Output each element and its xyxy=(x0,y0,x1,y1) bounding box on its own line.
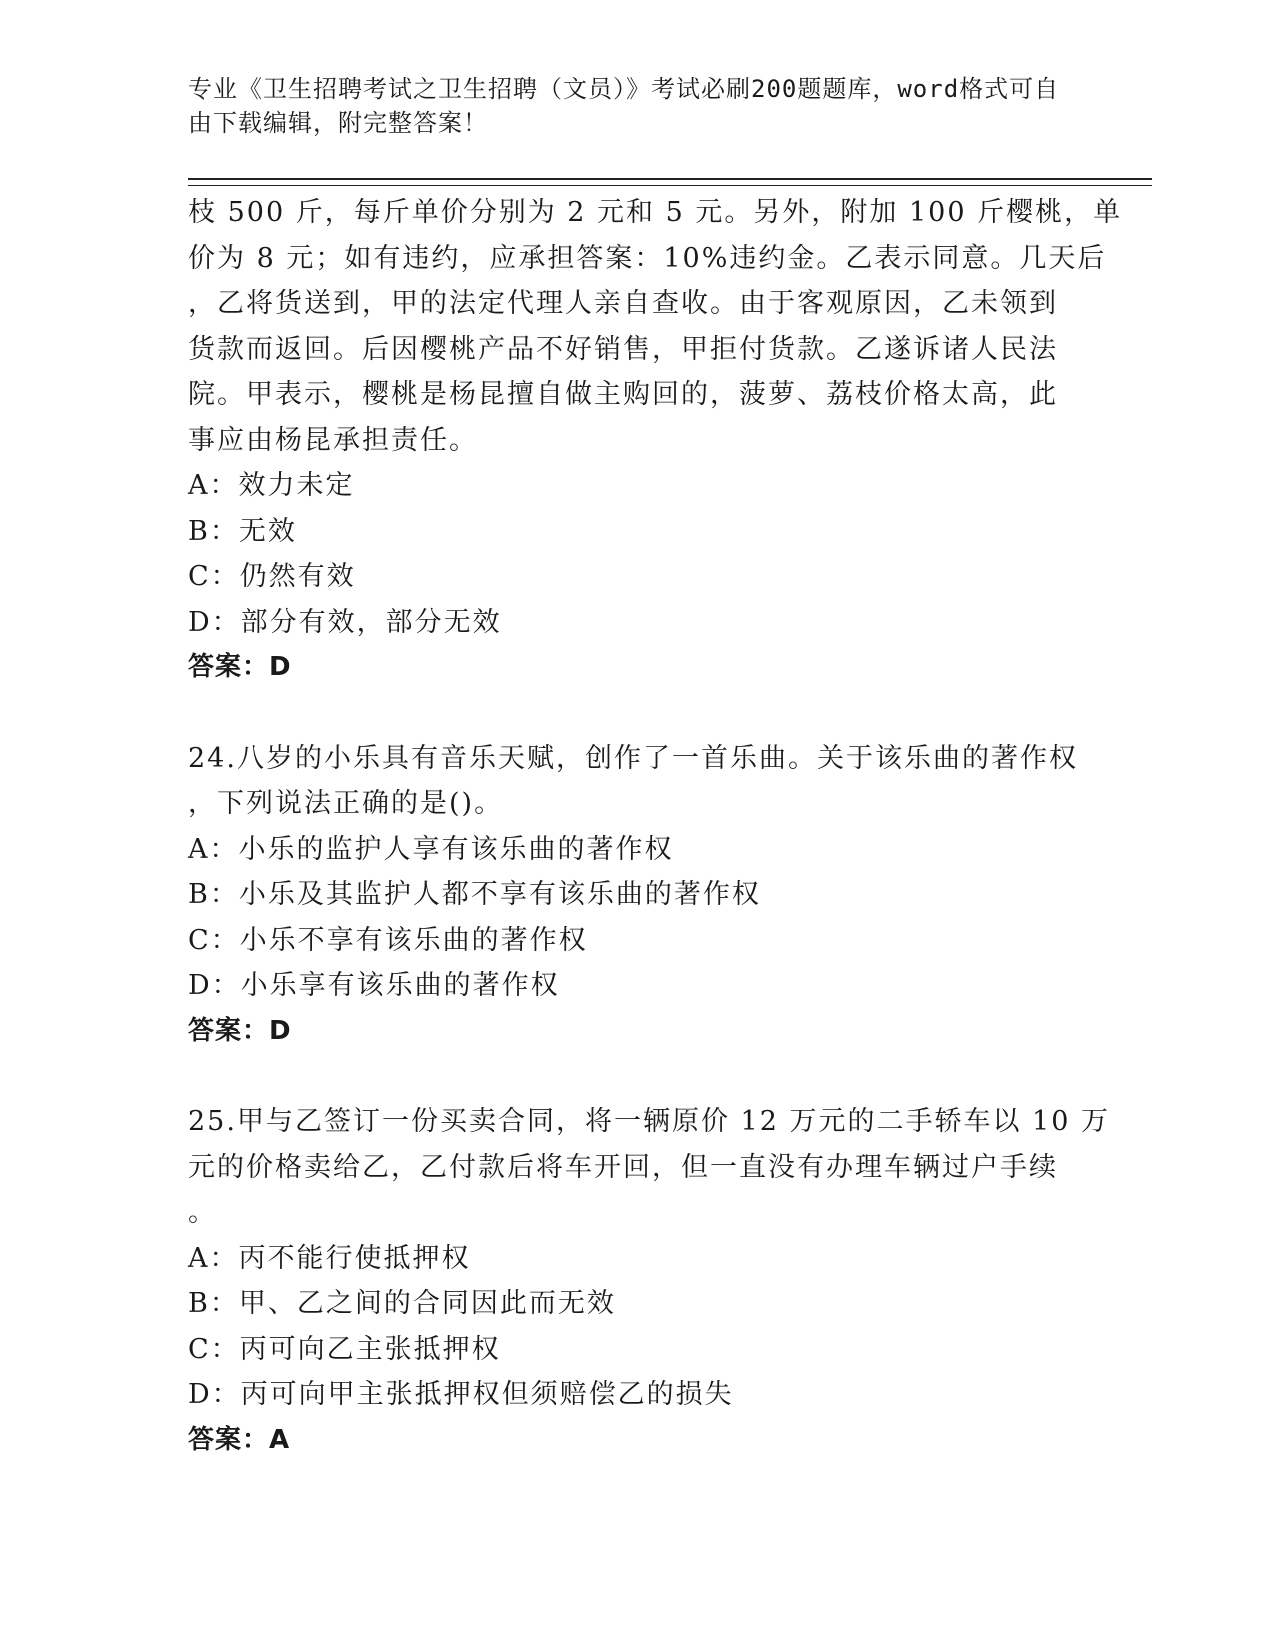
option-a: A：效力未定 xyxy=(188,470,355,501)
question-item xyxy=(188,736,1088,1055)
question-stem-line: 25.甲与乙签订一份买卖合同，将一辆原价 12 万元的二手轿车以 10 万 xyxy=(188,1106,1110,1137)
question-item xyxy=(188,1099,1110,1463)
question-stem-line: 货款而返回。后因樱桃产品不好销售，甲拒付货款。乙遂诉诸人民法 xyxy=(188,333,1058,365)
question-stem-line: 院。甲表示，樱桃是杨昆擅自做主购回的，菠萝、荔枝价格太高，此 xyxy=(188,379,1058,410)
option-d: D：小乐享有该乐曲的著作权 xyxy=(188,970,560,1001)
answer-line: 答案：D xyxy=(188,1015,292,1046)
question-stem-line: ，乙将货送到，甲的法定代理人亲自查收。由于客观原因，乙未领到 xyxy=(188,288,1058,319)
question-stem-line: 枝 500 斤，每斤单价分别为 2 元和 5 元。另外，附加 100 斤樱桃，单 xyxy=(188,197,1123,228)
question-stem-line: 。 xyxy=(188,1197,217,1228)
question-gap xyxy=(188,1054,1088,1099)
option-b: B：小乐及其监护人都不享有该乐曲的著作权 xyxy=(188,879,761,910)
option-c: C：仍然有效 xyxy=(188,561,356,592)
option-a: A：小乐的监护人享有该乐曲的著作权 xyxy=(188,833,674,865)
header-line: 由下载编辑，附完整答案！ xyxy=(188,109,488,137)
question-stem-line: 元的价格卖给乙，乙付款后将车开回，但一直没有办理车辆过户手续 xyxy=(188,1151,1058,1183)
header-note xyxy=(188,72,1078,140)
option-d: D：丙可向甲主张抵押权但须赔偿乙的损失 xyxy=(188,1379,734,1410)
header-divider xyxy=(188,178,1152,186)
question-stem-line: 事应由杨昆承担责任。 xyxy=(188,424,478,456)
question-stem-line: 24.八岁的小乐具有音乐天赋，创作了一首乐曲。关于该乐曲的著作权 xyxy=(188,742,1078,774)
option-a: A：丙不能行使抵押权 xyxy=(188,1242,471,1274)
header-line: 专业《卫生招聘考试之卫生招聘（文员）》考试必刷200题题库，word格式可自 xyxy=(188,75,1060,103)
option-b: B：甲、乙之间的合同因此而无效 xyxy=(188,1288,616,1319)
option-c: C：丙可向乙主张抵押权 xyxy=(188,1333,501,1365)
question-item xyxy=(188,190,1123,691)
question-stem-line: 价为 8 元；如有违约，应承担答案：10%违约金。乙表示同意。几天后 xyxy=(188,242,1107,274)
question-gap xyxy=(188,691,1088,736)
question-stem-line: ，下列说法正确的是()。 xyxy=(188,788,504,819)
option-c: C：小乐不享有该乐曲的著作权 xyxy=(188,924,588,956)
question-list xyxy=(188,190,1123,1463)
answer-line: 答案：D xyxy=(188,652,292,682)
answer-line: 答案：A xyxy=(188,1424,291,1455)
option-d: D：部分有效，部分无效 xyxy=(188,606,502,638)
option-b: B：无效 xyxy=(188,515,297,547)
